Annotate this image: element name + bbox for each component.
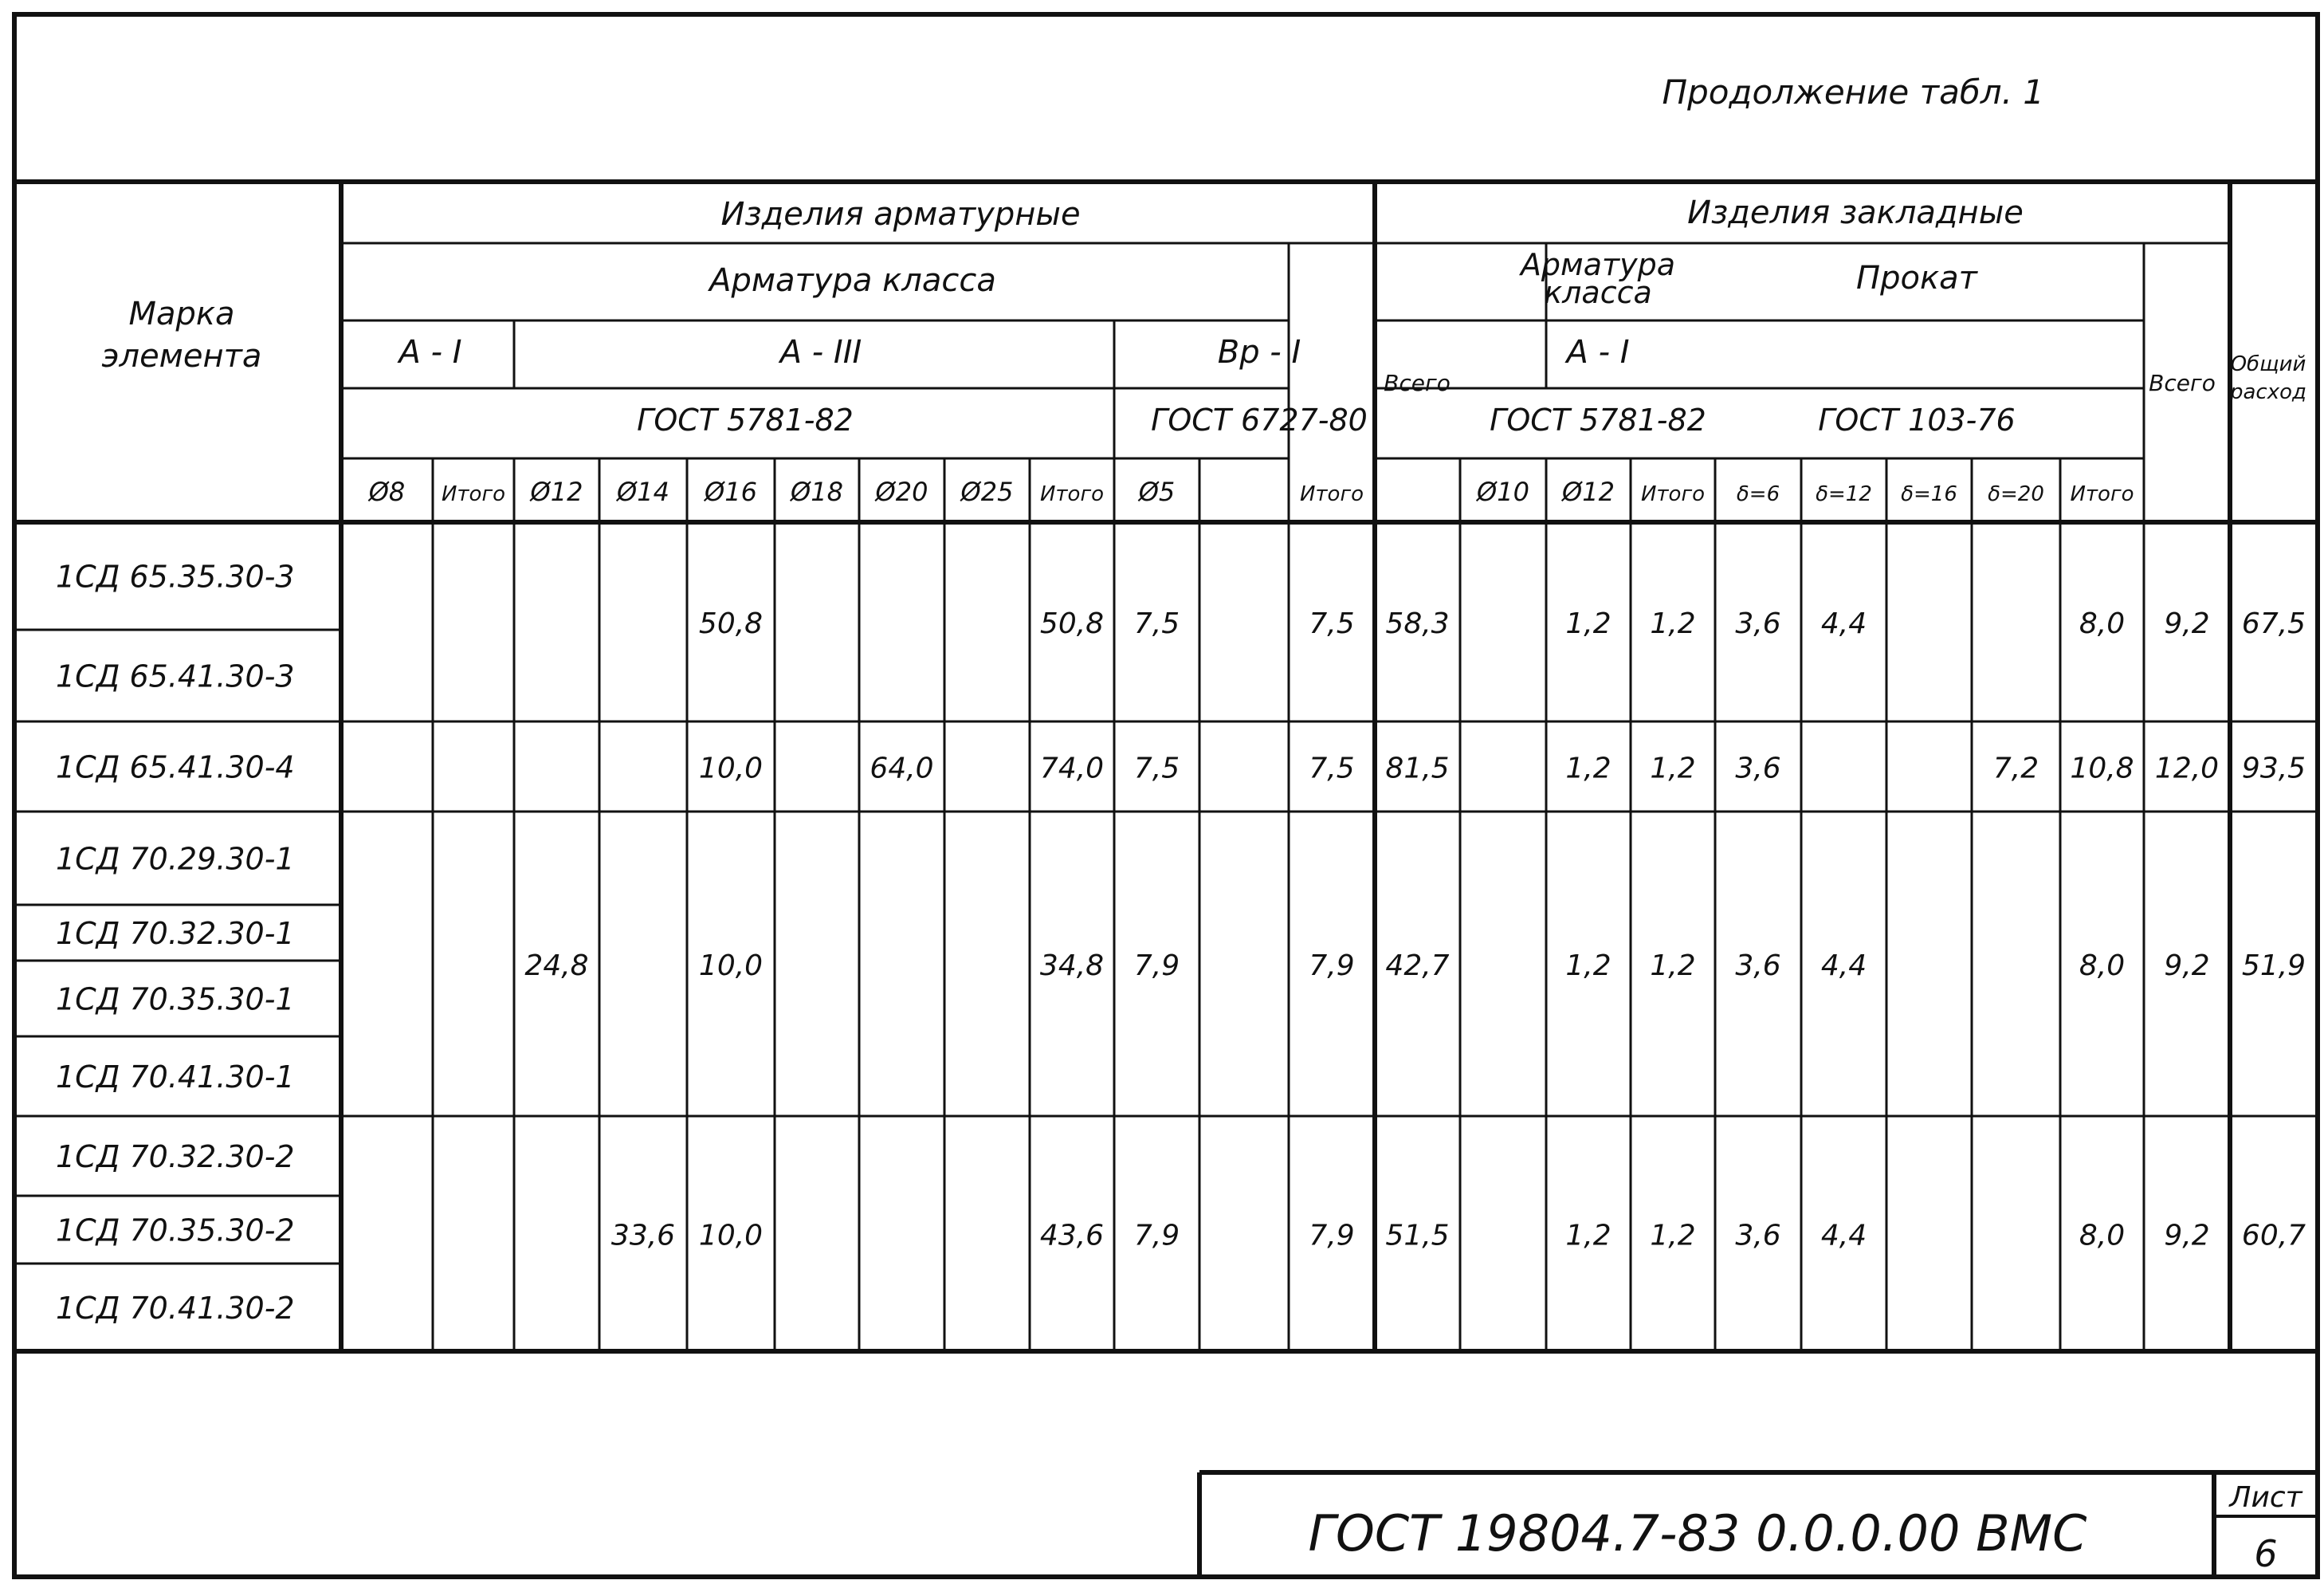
table-cell: 1,2: [1650, 607, 1696, 640]
table-cell: 1,2: [1650, 949, 1696, 982]
table-cell: 7,9: [1133, 949, 1180, 982]
column-header: δ=20: [1988, 482, 2044, 506]
element-mark: 1СД 65.35.30-3: [56, 559, 295, 595]
table-cell: 10,0: [698, 1219, 764, 1252]
table-cell: 3,6: [1735, 607, 1781, 640]
element-mark: 1СД 65.41.30-4: [56, 749, 295, 785]
column-header: Итого: [1039, 482, 1105, 506]
table-cell: 3,6: [1735, 1219, 1781, 1252]
table-cell: 8,0: [2079, 1219, 2126, 1252]
total-reinforcement-label: Всего: [1384, 370, 1451, 396]
table-cell: 4,4: [1820, 607, 1867, 640]
table-cell: 10,8: [2070, 752, 2134, 785]
table-cell: 8,0: [2079, 949, 2126, 982]
table-cell: 81,5: [1385, 752, 1450, 785]
column-header: δ=16: [1901, 482, 1957, 506]
gost-rolled-label: ГОСТ 103-76: [1818, 403, 2016, 438]
table-cell: 4,4: [1820, 949, 1867, 982]
table-cell: 8,0: [2079, 607, 2126, 640]
column-header: Ø16: [705, 477, 757, 507]
table-cell: 43,6: [1039, 1219, 1105, 1252]
rebar-class-title: Арматура класса: [709, 262, 996, 299]
table-cell: 7,2: [1992, 752, 2039, 785]
table-cell: 50,8: [698, 607, 764, 640]
overall-label-line2: расход: [2229, 380, 2307, 404]
continuation-label: Продолжение табл. 1: [1662, 73, 2044, 112]
class-a1-embedded-label: А - I: [1566, 334, 1630, 371]
gost-bp-label: ГОСТ 6727-80: [1151, 403, 1368, 438]
table-cell: 51,9: [2241, 949, 2306, 982]
table-cell: 58,3: [1385, 607, 1450, 640]
table-cell: 1,2: [1565, 607, 1611, 640]
table-cell: 67,5: [2241, 607, 2306, 640]
column-header: Итого: [1640, 482, 1706, 506]
column-header: Итого: [2070, 482, 2134, 506]
table-cell: 24,8: [524, 949, 589, 982]
class-bp1-label: Вр - I: [1217, 334, 1301, 371]
column-headers: [367, 477, 2134, 507]
table-cell: 1,2: [1650, 752, 1696, 785]
table-cell: 4,4: [1820, 1219, 1867, 1252]
column-header: Ø10: [1477, 477, 1529, 507]
column-header: Ø8: [368, 477, 406, 507]
class-a1-label: А - I: [398, 334, 462, 371]
table-cell: 93,5: [2241, 752, 2306, 785]
element-mark: 1СД 70.32.30-2: [56, 1139, 295, 1174]
table-values: [524, 607, 2306, 1252]
table-cell: 74,0: [1039, 752, 1105, 785]
element-mark: 1СД 70.35.30-1: [56, 981, 295, 1017]
column-header: Ø12: [1562, 477, 1615, 507]
table-cell: 7,5: [1309, 752, 1355, 785]
table-cell: 7,5: [1133, 752, 1180, 785]
table-cell: 1,2: [1565, 1219, 1611, 1252]
table-cell: 7,5: [1309, 607, 1355, 640]
column-header: Ø25: [960, 477, 1014, 507]
table-cell: 33,6: [610, 1219, 676, 1252]
embedded-rebar-class-line1: Арматура: [1520, 247, 1676, 282]
table-cell: 51,5: [1385, 1219, 1450, 1252]
table-cell: 64,0: [870, 752, 934, 785]
table-cell: 7,5: [1133, 607, 1180, 640]
table-cell: 60,7: [2241, 1219, 2306, 1252]
overall-label-line1: Общий: [2230, 352, 2306, 376]
table-cell: 7,9: [1133, 1219, 1180, 1252]
column-header: Ø18: [791, 477, 843, 507]
element-mark: 1СД 70.32.30-1: [56, 916, 295, 951]
table-header: [102, 195, 2306, 438]
element-mark: 1СД 70.29.30-1: [56, 841, 295, 877]
column-header: Ø14: [617, 477, 669, 507]
sheet-number: 6: [2254, 1532, 2278, 1575]
element-mark: 1СД 70.41.30-2: [56, 1291, 295, 1326]
column-header: δ=12: [1816, 482, 1872, 506]
table-cell: 34,8: [1039, 949, 1105, 982]
element-mark: 1СД 65.41.30-3: [56, 658, 295, 694]
gost-a-label: ГОСТ 5781-82: [637, 403, 854, 438]
column-header: Итого: [1299, 482, 1364, 506]
embedded-group-title: Изделия закладные: [1687, 195, 2024, 231]
class-a3-label: А - III: [779, 334, 862, 371]
table-cell: 10,0: [698, 752, 764, 785]
column-header: Ø5: [1138, 477, 1176, 507]
column-header: Итого: [441, 482, 506, 506]
element-mark: 1СД 70.41.30-1: [56, 1059, 295, 1095]
table-cell: 12,0: [2154, 752, 2220, 785]
total-embedded-label: Всего: [2149, 370, 2216, 396]
table-cell: 9,2: [2164, 607, 2210, 640]
gost-embedded-rebar-label: ГОСТ 5781-82: [1490, 403, 1706, 438]
reinforcement-group-title: Изделия арматурные: [720, 196, 1081, 233]
column-header: δ=6: [1736, 482, 1780, 506]
element-mark: 1СД 70.35.30-2: [56, 1213, 295, 1248]
rolled-title: Прокат: [1856, 260, 1977, 297]
table-cell: 3,6: [1735, 949, 1781, 982]
table-cell: 7,9: [1309, 1219, 1355, 1252]
table-cell: 3,6: [1735, 752, 1781, 785]
table-cell: 9,2: [2164, 949, 2210, 982]
sheet-label: Лист: [2229, 1481, 2302, 1514]
table-cell: 7,9: [1309, 949, 1355, 982]
table-cell: 42,7: [1385, 949, 1450, 982]
column-header: Ø12: [530, 477, 583, 507]
mark-header-line2: элемента: [101, 338, 262, 375]
embedded-rebar-class-line2: класса: [1544, 275, 1652, 310]
element-marks: [56, 560, 295, 1327]
table-cell: 1,2: [1650, 1219, 1696, 1252]
table-cell: 10,0: [698, 949, 764, 982]
table-cell: 50,8: [1039, 607, 1105, 640]
title-block-designation: ГОСТ 19804.7-83 0.0.0.00 ВМС: [1308, 1504, 2087, 1562]
table-cell: 1,2: [1565, 752, 1611, 785]
table-cell: 1,2: [1565, 949, 1611, 982]
mark-header-line1: Марка: [128, 296, 235, 332]
table-cell: 9,2: [2164, 1219, 2210, 1252]
column-header: Ø20: [875, 477, 928, 507]
